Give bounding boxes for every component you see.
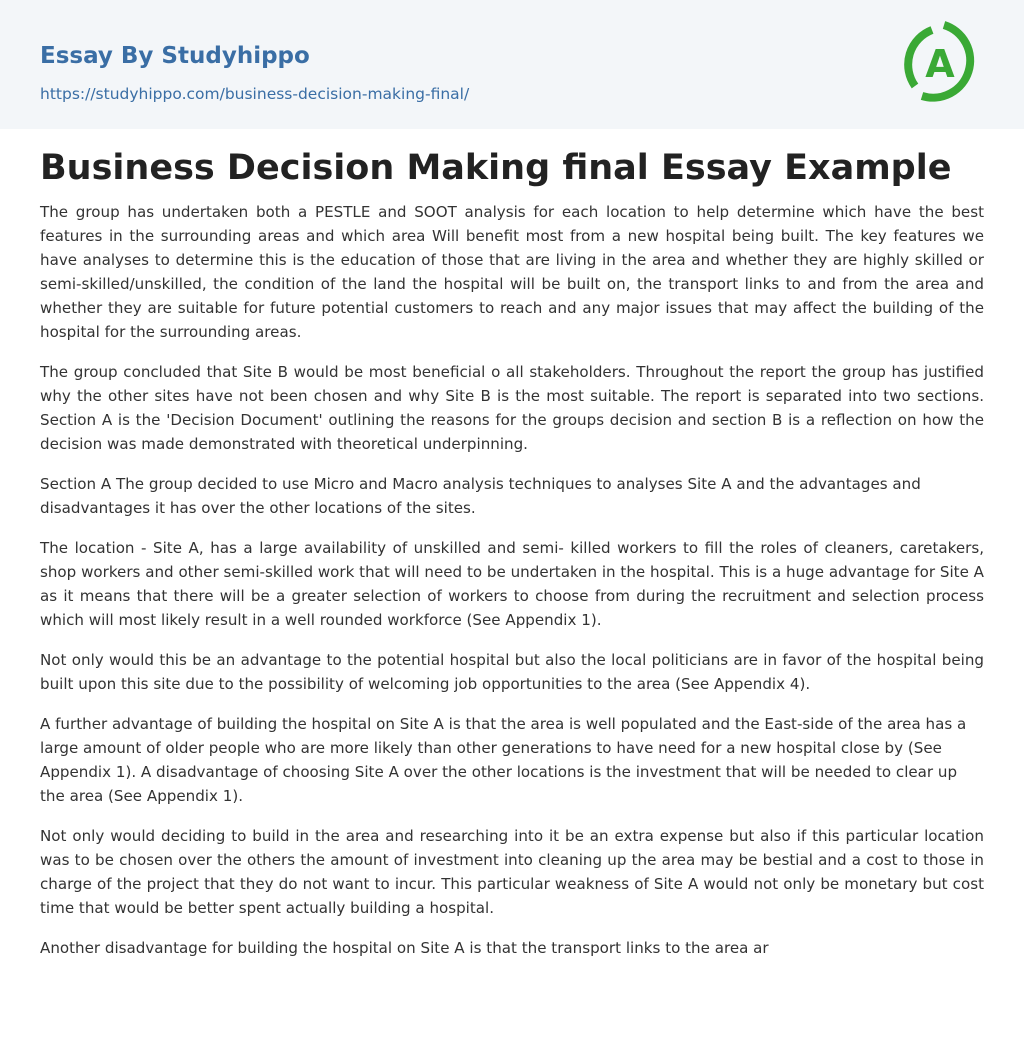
essay-paragraph: Another disadvantage for building the hospital on Site A is that the transport links to the area ar bbox=[40, 939, 769, 957]
essay-paragraph: Not only would deciding to build in the area and researching into it be an extra expense but also if this particular location was to be chosen over the others the amount of investment into cleaning up the area may be bestial and a cost to those in charge of the project that they do not want to incur. This particular weakness of Site A would not only be monetary but cost time that would be better spent actually building a hospital. bbox=[40, 827, 984, 917]
essay-paragraph: The location - Site A, has a large availability of unskilled and semi- killed workers to fill the roles of cleaners, caretakers, shop workers and other semi-skilled work that will need to be undertaken in the hospital. This is a huge advantage for Site A as it means that there will be a greater selection of workers to choose from during the recruitment and selection process which will most likely result in a well rounded workforce (See Appendix 1). bbox=[40, 539, 984, 629]
essay-paragraph: The group concluded that Site B would be most beneficial o all stakeholders. Throughout the report the group has justified why the other sites have not been chosen and why Site B is the most suitable. The report is separated into two sections. Section A is the 'Decision Document' outlining the reasons for the groups decision and section B is a reflection on how the decision was made demonstrated with theoretical underpinning. bbox=[40, 363, 984, 453]
source-url-link[interactable]: https://studyhippo.com/business-decision-making-final/ bbox=[40, 85, 470, 103]
page-title: Business Decision Making final Essay Example bbox=[40, 148, 952, 188]
essay-body bbox=[40, 200, 984, 976]
essay-paragraph: The group has undertaken both a PESTLE and SOOT analysis for each location to help determine which have the best features in the surrounding areas and which area Will benefit most from a new hospital being built. The key features we have analyses to determine this is the education of those that are living in the area and whether they are highly skilled or semi-skilled/unskilled, the condition of the land the hospital will be built on, the transport links to and from the area and whether they are suitable for future potential customers to reach and any major issues that may affect the building of the hospital for the surrounding areas. bbox=[40, 203, 984, 341]
logo-letter: A bbox=[925, 42, 955, 86]
essay-paragraph: Section A The group decided to use Micro and Macro analysis techniques to analyses Site A and the advantages and disadvantages it has over the other locations of the sites. bbox=[40, 475, 921, 517]
essay-paragraph: Not only would this be an advantage to the potential hospital but also the local politicians are in favor of the hospital being built upon this site due to the possibility of welcoming job opportunities to the area (See Appendix 4). bbox=[40, 651, 984, 693]
essay-paragraph: A further advantage of building the hospital on Site A is that the area is well populated and the East-side of the area has a large amount of older people who are more likely than other generations to have need for a new hospital close by (See Appendix 1). A disadvantage of choosing Site A over the other locations is the investment that will be needed to clear up the area (See Appendix 1). bbox=[40, 715, 967, 805]
brand-title[interactable]: Essay By Studyhippo bbox=[40, 43, 310, 69]
